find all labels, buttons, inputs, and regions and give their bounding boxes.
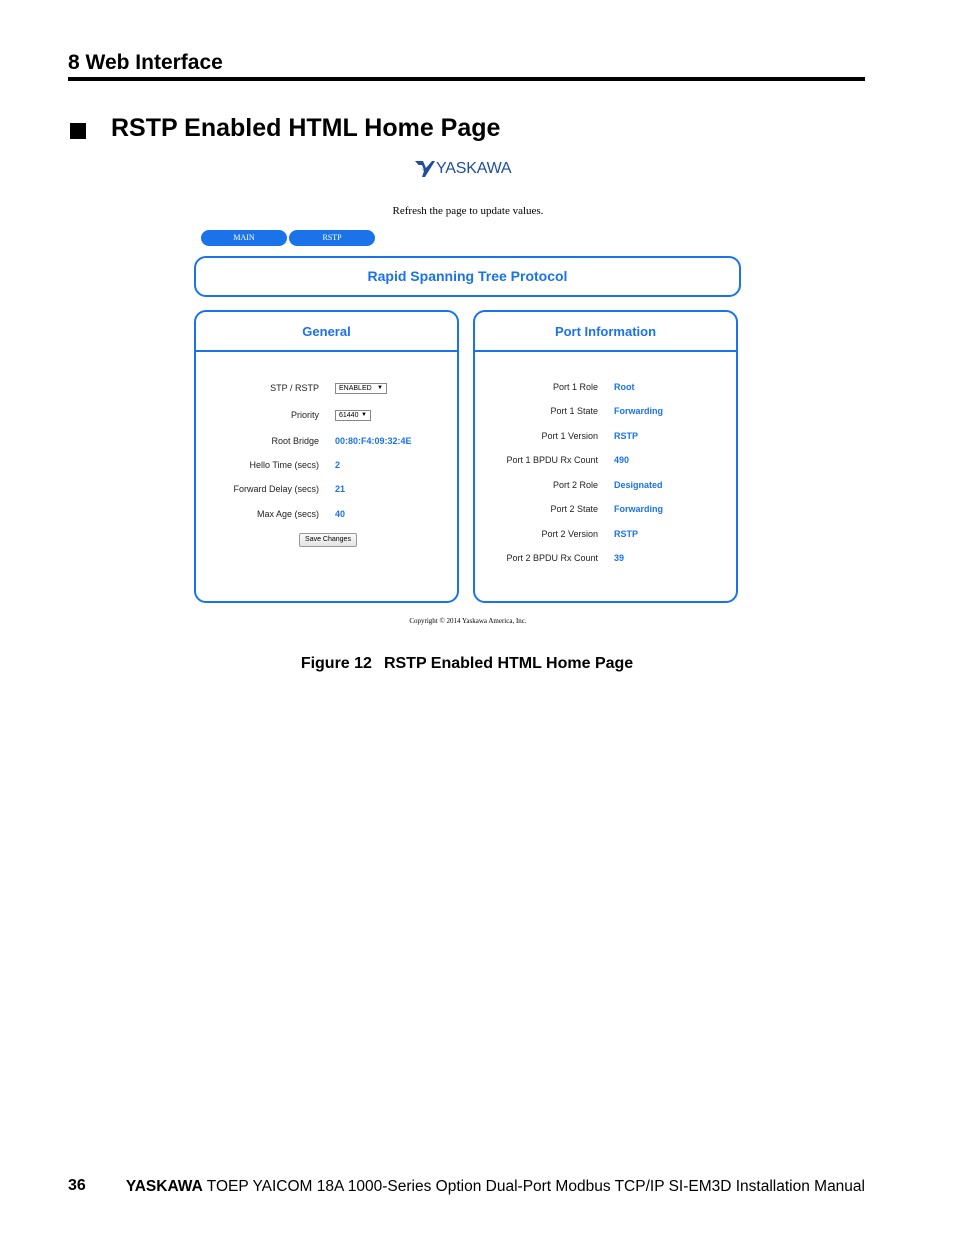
port-row-label: Port 1 State (550, 406, 598, 416)
port-info-panel-title: Port Information (554, 324, 657, 339)
port-row-label: Port 2 State (550, 504, 598, 514)
port-row-value: RSTP (614, 431, 639, 441)
port-row-value: Root (614, 382, 635, 392)
port-row-label: Port 1 Version (541, 431, 598, 441)
forward-delay-value: 21 (335, 484, 346, 494)
port-row-value: 490 (614, 455, 630, 465)
footer-title (126, 1178, 865, 1196)
stp-rstp-selected: ENABLED (339, 385, 372, 392)
tab-rstp[interactable]: RSTP (289, 230, 375, 246)
yaskawa-logo-mark-icon (414, 159, 436, 179)
root-bridge-label: Root Bridge (271, 436, 319, 446)
port-row-label: Port 2 Version (541, 529, 598, 539)
max-age-value: 40 (335, 509, 346, 519)
page-title: RSTP Enabled HTML Home Page (111, 114, 501, 142)
port-row-label: Port 1 Role (552, 382, 598, 392)
port-row-value: Forwarding (614, 504, 663, 514)
figure-caption (200, 655, 734, 673)
port-row-value: 39 (614, 553, 625, 563)
port-row-value: Forwarding (614, 406, 663, 416)
figure-number: Figure 12 (300, 655, 372, 672)
copyright: Copyright © 2014 Yaskawa America, Inc. (409, 617, 527, 625)
footer-brand: YASKAWA (125, 1178, 203, 1195)
logo-text: YASKAWA (436, 160, 512, 177)
stp-rstp-label: STP / RSTP (270, 383, 319, 393)
port-row-label: Port 2 BPDU Rx Count (506, 553, 598, 563)
refresh-note: Refresh the page to update values. (392, 205, 544, 217)
yaskawa-logo (414, 159, 524, 181)
port-row-value: Designated (614, 480, 663, 490)
figure-title: RSTP Enabled HTML Home Page (383, 655, 634, 672)
priority-label: Priority (290, 410, 319, 420)
rstp-banner (194, 256, 741, 297)
forward-delay-label: Forward Delay (secs) (233, 484, 319, 494)
tab-main[interactable]: MAIN (201, 230, 287, 246)
page-number: 36 (68, 1177, 86, 1194)
max-age-label: Max Age (secs) (256, 509, 319, 519)
hello-time-label: Hello Time (secs) (249, 460, 319, 470)
title-bullet-icon (70, 123, 86, 139)
chevron-down-icon: ▼ (377, 385, 383, 391)
save-changes-button[interactable]: Save Changes (299, 533, 357, 547)
root-bridge-value: 00:80:F4:09:32:4E (335, 436, 412, 446)
port-row-label: Port 2 Role (552, 480, 598, 490)
stp-rstp-select[interactable] (335, 383, 387, 394)
section-header: 8 Web Interface (68, 51, 223, 74)
general-panel-header (196, 312, 457, 352)
hello-time-value: 2 (335, 460, 341, 470)
general-panel-title: General (302, 324, 351, 339)
priority-select[interactable] (335, 410, 371, 421)
port-row-value: RSTP (614, 529, 639, 539)
general-panel (194, 310, 459, 603)
header-rule (68, 77, 865, 81)
port-info-panel-header (475, 312, 736, 352)
chevron-down-icon: ▼ (361, 412, 367, 418)
footer-manual-title: TOEP YAICOM 18A 1000-Series Option Dual-Port Modbus TCP/IP SI-EM3D Installation Manual (202, 1178, 865, 1195)
port-info-panel (473, 310, 738, 603)
priority-selected: 61440 (339, 412, 359, 419)
banner-title: Rapid Spanning Tree Protocol (367, 268, 568, 284)
port-row-label: Port 1 BPDU Rx Count (506, 455, 598, 465)
